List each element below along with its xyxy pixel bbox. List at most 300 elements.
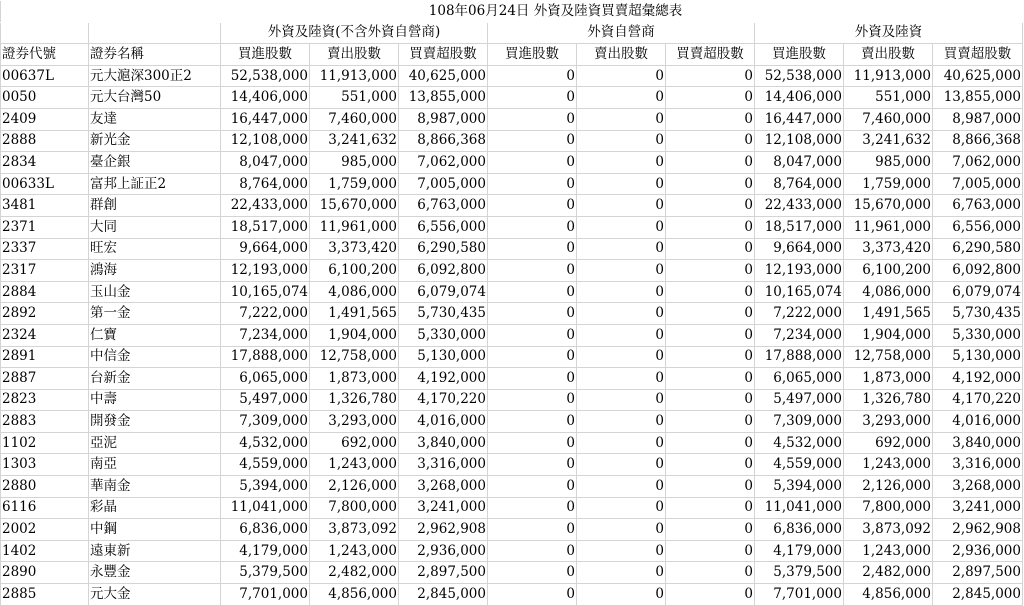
header-buy[interactable]: 買進股數 xyxy=(488,44,577,66)
cell-net[interactable]: 8,987,000 xyxy=(933,108,1023,130)
cell-sell[interactable]: 985,000 xyxy=(310,152,399,174)
cell-net[interactable]: 0 xyxy=(666,303,755,325)
cell-net[interactable]: 0 xyxy=(666,497,755,519)
cell-name[interactable]: 鴻海 xyxy=(89,260,221,282)
cell-sell[interactable]: 692,000 xyxy=(844,432,933,454)
cell-buy[interactable]: 0 xyxy=(488,238,577,260)
cell-name[interactable]: 永豐金 xyxy=(89,562,221,584)
group-header-row xyxy=(1,22,1023,44)
cell-name[interactable]: 亞泥 xyxy=(89,432,221,454)
cell-net[interactable]: 5,330,000 xyxy=(399,324,488,346)
cell-buy[interactable]: 5,379,500 xyxy=(221,562,310,584)
cell-net[interactable]: 40,625,000 xyxy=(399,65,488,87)
cell-net[interactable]: 0 xyxy=(666,476,755,498)
cell-sell[interactable]: 1,243,000 xyxy=(844,454,933,476)
cell-sell[interactable]: 0 xyxy=(577,368,666,390)
cell-buy[interactable]: 18,517,000 xyxy=(221,216,310,238)
cell-net[interactable]: 2,962,908 xyxy=(933,519,1023,541)
cell-sell[interactable]: 0 xyxy=(577,540,666,562)
cell-sell[interactable]: 551,000 xyxy=(310,87,399,109)
cell-code[interactable]: 2324 xyxy=(1,324,89,346)
cell-sell[interactable]: 3,873,092 xyxy=(844,519,933,541)
cell-sell[interactable]: 6,100,200 xyxy=(310,260,399,282)
cell-net[interactable]: 2,897,500 xyxy=(933,562,1023,584)
cell-buy[interactable]: 16,447,000 xyxy=(221,108,310,130)
cell-buy[interactable]: 16,447,000 xyxy=(755,108,844,130)
cell-sell[interactable]: 0 xyxy=(577,130,666,152)
cell-name[interactable]: 中鋼 xyxy=(89,519,221,541)
cell-sell[interactable]: 11,913,000 xyxy=(844,65,933,87)
group-header-foreign-total[interactable]: 外資及陸資 xyxy=(755,22,1023,44)
cell-code[interactable]: 2317 xyxy=(1,260,89,282)
cell-buy[interactable]: 5,497,000 xyxy=(755,389,844,411)
cell-sell[interactable]: 2,126,000 xyxy=(310,476,399,498)
cell-net[interactable]: 13,855,000 xyxy=(933,87,1023,109)
cell-buy[interactable]: 5,497,000 xyxy=(221,389,310,411)
cell-net[interactable]: 3,241,000 xyxy=(399,497,488,519)
cell-net[interactable]: 0 xyxy=(666,152,755,174)
cell-buy[interactable]: 7,234,000 xyxy=(755,324,844,346)
cell-net[interactable]: 2,936,000 xyxy=(399,540,488,562)
cell-buy[interactable]: 9,664,000 xyxy=(755,238,844,260)
cell-net[interactable]: 3,268,000 xyxy=(399,476,488,498)
cell-buy[interactable]: 4,179,000 xyxy=(221,540,310,562)
cell-code[interactable]: 2891 xyxy=(1,346,89,368)
header-name[interactable]: 證券名稱 xyxy=(89,44,221,66)
cell-sell[interactable]: 0 xyxy=(577,260,666,282)
cell-net[interactable]: 7,005,000 xyxy=(933,173,1023,195)
cell-buy[interactable]: 12,193,000 xyxy=(221,260,310,282)
cell-sell[interactable]: 3,241,632 xyxy=(844,130,933,152)
table-row xyxy=(1,195,1023,217)
cell-name[interactable]: 大同 xyxy=(89,216,221,238)
cell-name[interactable]: 臺企銀 xyxy=(89,152,221,174)
cell-buy[interactable]: 11,041,000 xyxy=(755,497,844,519)
cell-name[interactable]: 彩晶 xyxy=(89,497,221,519)
cell-code[interactable]: 1303 xyxy=(1,454,89,476)
cell-sell[interactable]: 3,873,092 xyxy=(310,519,399,541)
cell-sell[interactable]: 0 xyxy=(577,389,666,411)
cell-net[interactable]: 0 xyxy=(666,216,755,238)
cell-buy[interactable]: 12,108,000 xyxy=(755,130,844,152)
cell-net[interactable]: 0 xyxy=(666,454,755,476)
cell-net[interactable]: 4,016,000 xyxy=(399,411,488,433)
cell-sell[interactable]: 0 xyxy=(577,195,666,217)
group-header-foreign-dealer[interactable]: 外資自營商 xyxy=(488,22,755,44)
cell-buy[interactable]: 17,888,000 xyxy=(755,346,844,368)
cell-net[interactable]: 6,079,074 xyxy=(399,281,488,303)
cell-net[interactable]: 7,062,000 xyxy=(399,152,488,174)
cell-name[interactable]: 華南金 xyxy=(89,476,221,498)
cell-code[interactable]: 2823 xyxy=(1,389,89,411)
cell-name[interactable]: 元大滬深300正2 xyxy=(89,65,221,87)
cell-buy[interactable]: 4,179,000 xyxy=(755,540,844,562)
cell-sell[interactable]: 3,293,000 xyxy=(844,411,933,433)
cell-buy[interactable]: 0 xyxy=(488,584,577,606)
cell-code[interactable]: 2880 xyxy=(1,476,89,498)
cell-sell[interactable]: 0 xyxy=(577,152,666,174)
cell-buy[interactable]: 4,532,000 xyxy=(221,432,310,454)
cell-code[interactable]: 2890 xyxy=(1,562,89,584)
cell-net[interactable]: 6,079,074 xyxy=(933,281,1023,303)
cell-name[interactable]: 旺宏 xyxy=(89,238,221,260)
cell-sell[interactable]: 3,373,420 xyxy=(844,238,933,260)
cell-sell[interactable]: 7,800,000 xyxy=(844,497,933,519)
cell-net[interactable]: 13,855,000 xyxy=(399,87,488,109)
cell-net[interactable]: 0 xyxy=(666,411,755,433)
cell-code[interactable]: 2892 xyxy=(1,303,89,325)
cell-code[interactable]: 00633L xyxy=(1,173,89,195)
cell-net[interactable]: 0 xyxy=(666,346,755,368)
cell-net[interactable]: 2,845,000 xyxy=(933,584,1023,606)
cell-name[interactable]: 仁寶 xyxy=(89,324,221,346)
cell-sell[interactable]: 551,000 xyxy=(844,87,933,109)
cell-net[interactable]: 5,130,000 xyxy=(399,346,488,368)
cell-name[interactable]: 友達 xyxy=(89,108,221,130)
cell-net[interactable]: 6,556,000 xyxy=(399,216,488,238)
cell-net[interactable]: 0 xyxy=(666,173,755,195)
header-net[interactable]: 買賣超股數 xyxy=(666,44,755,66)
cell-buy[interactable]: 7,222,000 xyxy=(755,303,844,325)
cell-net[interactable]: 0 xyxy=(666,562,755,584)
cell-sell[interactable]: 0 xyxy=(577,432,666,454)
cell-buy[interactable]: 0 xyxy=(488,195,577,217)
cell-buy[interactable]: 0 xyxy=(488,454,577,476)
cell-buy[interactable]: 22,433,000 xyxy=(221,195,310,217)
cell-sell[interactable]: 0 xyxy=(577,173,666,195)
cell-sell[interactable]: 692,000 xyxy=(310,432,399,454)
cell-net[interactable]: 5,730,435 xyxy=(933,303,1023,325)
header-sell[interactable]: 賣出股數 xyxy=(844,44,933,66)
cell-sell[interactable]: 7,800,000 xyxy=(310,497,399,519)
table-row xyxy=(1,303,1023,325)
table-row xyxy=(1,238,1023,260)
cell-sell[interactable]: 1,873,000 xyxy=(310,368,399,390)
cell-buy[interactable]: 5,394,000 xyxy=(221,476,310,498)
cell-buy[interactable]: 6,836,000 xyxy=(221,519,310,541)
cell-name[interactable]: 元大金 xyxy=(89,584,221,606)
cell-sell[interactable]: 1,759,000 xyxy=(844,173,933,195)
cell-sell[interactable]: 0 xyxy=(577,238,666,260)
cell-buy[interactable]: 17,888,000 xyxy=(221,346,310,368)
cell-sell[interactable]: 7,460,000 xyxy=(844,108,933,130)
cell-buy[interactable]: 5,379,500 xyxy=(755,562,844,584)
cell-sell[interactable]: 1,326,780 xyxy=(844,389,933,411)
cell-net[interactable]: 3,241,000 xyxy=(933,497,1023,519)
cell-sell[interactable]: 2,482,000 xyxy=(310,562,399,584)
cell-buy[interactable]: 14,406,000 xyxy=(221,87,310,109)
cell-net[interactable]: 0 xyxy=(666,260,755,282)
cell-name[interactable]: 南亞 xyxy=(89,454,221,476)
cell-name[interactable]: 玉山金 xyxy=(89,281,221,303)
cell-buy[interactable]: 0 xyxy=(488,562,577,584)
cell-buy[interactable]: 12,108,000 xyxy=(221,130,310,152)
cell-code[interactable]: 2337 xyxy=(1,238,89,260)
cell-buy[interactable]: 0 xyxy=(488,108,577,130)
cell-buy[interactable]: 0 xyxy=(488,519,577,541)
cell-sell[interactable]: 1,491,565 xyxy=(310,303,399,325)
cell-name[interactable]: 元大台灣50 xyxy=(89,87,221,109)
cell-buy[interactable]: 0 xyxy=(488,346,577,368)
cell-code[interactable]: 2371 xyxy=(1,216,89,238)
cell-net[interactable]: 0 xyxy=(666,65,755,87)
cell-net[interactable]: 4,192,000 xyxy=(399,368,488,390)
cell-sell[interactable]: 0 xyxy=(577,65,666,87)
cell-sell[interactable]: 15,670,000 xyxy=(310,195,399,217)
cell-net[interactable]: 0 xyxy=(666,584,755,606)
cell-sell[interactable]: 0 xyxy=(577,584,666,606)
group-header-blank[interactable] xyxy=(1,22,89,44)
cell-net[interactable]: 7,062,000 xyxy=(933,152,1023,174)
cell-code[interactable]: 6116 xyxy=(1,497,89,519)
cell-net[interactable]: 2,962,908 xyxy=(399,519,488,541)
cell-buy[interactable]: 0 xyxy=(488,281,577,303)
cell-sell[interactable]: 4,856,000 xyxy=(844,584,933,606)
cell-net[interactable]: 8,866,368 xyxy=(933,130,1023,152)
cell-net[interactable]: 3,316,000 xyxy=(933,454,1023,476)
cell-buy[interactable]: 0 xyxy=(488,368,577,390)
cell-code[interactable]: 00637L xyxy=(1,65,89,87)
cell-net[interactable]: 4,170,220 xyxy=(933,389,1023,411)
cell-code[interactable]: 0050 xyxy=(1,87,89,109)
cell-code[interactable]: 2887 xyxy=(1,368,89,390)
cell-buy[interactable]: 0 xyxy=(488,173,577,195)
header-net[interactable]: 買賣超股數 xyxy=(933,44,1023,66)
group-header-blank[interactable] xyxy=(89,22,221,44)
cell-buy[interactable]: 0 xyxy=(488,389,577,411)
table-row xyxy=(1,108,1023,130)
cell-buy[interactable]: 0 xyxy=(488,497,577,519)
cell-sell[interactable]: 4,856,000 xyxy=(310,584,399,606)
cell-buy[interactable]: 11,041,000 xyxy=(221,497,310,519)
cell-net[interactable]: 8,987,000 xyxy=(399,108,488,130)
cell-buy[interactable]: 8,047,000 xyxy=(221,152,310,174)
cell-code[interactable]: 2409 xyxy=(1,108,89,130)
cell-sell[interactable]: 3,293,000 xyxy=(310,411,399,433)
cell-sell[interactable]: 2,126,000 xyxy=(844,476,933,498)
cell-name[interactable]: 新光金 xyxy=(89,130,221,152)
cell-net[interactable]: 6,092,800 xyxy=(933,260,1023,282)
cell-buy[interactable]: 0 xyxy=(488,476,577,498)
cell-sell[interactable]: 1,243,000 xyxy=(310,454,399,476)
cell-net[interactable]: 6,763,000 xyxy=(933,195,1023,217)
cell-buy[interactable]: 0 xyxy=(488,260,577,282)
cell-buy[interactable]: 0 xyxy=(488,216,577,238)
cell-name[interactable]: 群創 xyxy=(89,195,221,217)
title-spacer[interactable] xyxy=(1,1,89,23)
cell-code[interactable]: 1402 xyxy=(1,540,89,562)
cell-name[interactable]: 中信金 xyxy=(89,346,221,368)
cell-code[interactable]: 2883 xyxy=(1,411,89,433)
cell-sell[interactable]: 0 xyxy=(577,497,666,519)
cell-buy[interactable]: 7,309,000 xyxy=(755,411,844,433)
cell-sell[interactable]: 3,373,420 xyxy=(310,238,399,260)
cell-buy[interactable]: 6,065,000 xyxy=(221,368,310,390)
cell-sell[interactable]: 0 xyxy=(577,303,666,325)
cell-net[interactable]: 3,268,000 xyxy=(933,476,1023,498)
cell-name[interactable]: 富邦上証正2 xyxy=(89,173,221,195)
cell-buy[interactable]: 52,538,000 xyxy=(221,65,310,87)
cell-net[interactable]: 0 xyxy=(666,432,755,454)
cell-code[interactable]: 2002 xyxy=(1,519,89,541)
cell-net[interactable]: 0 xyxy=(666,324,755,346)
cell-net[interactable]: 0 xyxy=(666,238,755,260)
cell-net[interactable]: 0 xyxy=(666,519,755,541)
cell-sell[interactable]: 11,913,000 xyxy=(310,65,399,87)
cell-sell[interactable]: 11,961,000 xyxy=(310,216,399,238)
cell-buy[interactable]: 12,193,000 xyxy=(755,260,844,282)
cell-name[interactable]: 台新金 xyxy=(89,368,221,390)
cell-net[interactable]: 8,866,368 xyxy=(399,130,488,152)
cell-code[interactable]: 2888 xyxy=(1,130,89,152)
cell-buy[interactable]: 0 xyxy=(488,65,577,87)
cell-buy[interactable]: 52,538,000 xyxy=(755,65,844,87)
cell-net[interactable]: 5,730,435 xyxy=(399,303,488,325)
cell-sell[interactable]: 3,241,632 xyxy=(310,130,399,152)
cell-buy[interactable]: 8,764,000 xyxy=(221,173,310,195)
cell-net[interactable]: 0 xyxy=(666,130,755,152)
group-header-foreign-excl-dealer[interactable]: 外資及陸資(不含外資自營商) xyxy=(221,22,488,44)
cell-net[interactable]: 6,092,800 xyxy=(399,260,488,282)
cell-code[interactable]: 1102 xyxy=(1,432,89,454)
cell-sell[interactable]: 1,491,565 xyxy=(844,303,933,325)
cell-net[interactable]: 5,330,000 xyxy=(933,324,1023,346)
cell-buy[interactable]: 7,309,000 xyxy=(221,411,310,433)
cell-net[interactable]: 6,290,580 xyxy=(399,238,488,260)
cell-sell[interactable]: 0 xyxy=(577,324,666,346)
cell-name[interactable]: 中壽 xyxy=(89,389,221,411)
cell-buy[interactable]: 4,532,000 xyxy=(755,432,844,454)
cell-sell[interactable]: 0 xyxy=(577,519,666,541)
cell-sell[interactable]: 1,243,000 xyxy=(844,540,933,562)
cell-sell[interactable]: 6,100,200 xyxy=(844,260,933,282)
cell-sell[interactable]: 0 xyxy=(577,108,666,130)
cell-sell[interactable]: 12,758,000 xyxy=(310,346,399,368)
cell-buy[interactable]: 0 xyxy=(488,152,577,174)
cell-sell[interactable]: 1,759,000 xyxy=(310,173,399,195)
header-sell[interactable]: 賣出股數 xyxy=(577,44,666,66)
cell-sell[interactable]: 0 xyxy=(577,346,666,368)
cell-sell[interactable]: 7,460,000 xyxy=(310,108,399,130)
cell-code[interactable]: 2885 xyxy=(1,584,89,606)
cell-sell[interactable]: 15,670,000 xyxy=(844,195,933,217)
cell-net[interactable]: 6,556,000 xyxy=(933,216,1023,238)
cell-buy[interactable]: 7,234,000 xyxy=(221,324,310,346)
cell-buy[interactable]: 9,664,000 xyxy=(221,238,310,260)
cell-sell[interactable]: 0 xyxy=(577,87,666,109)
cell-sell[interactable]: 0 xyxy=(577,216,666,238)
cell-buy[interactable]: 7,701,000 xyxy=(221,584,310,606)
cell-net[interactable]: 3,316,000 xyxy=(399,454,488,476)
cell-name[interactable]: 第一金 xyxy=(89,303,221,325)
cell-net[interactable]: 0 xyxy=(666,87,755,109)
cell-net[interactable]: 0 xyxy=(666,108,755,130)
cell-sell[interactable]: 0 xyxy=(577,454,666,476)
cell-net[interactable]: 3,840,000 xyxy=(399,432,488,454)
cell-net[interactable]: 3,840,000 xyxy=(933,432,1023,454)
cell-buy[interactable]: 0 xyxy=(488,411,577,433)
cell-code[interactable]: 3481 xyxy=(1,195,89,217)
cell-buy[interactable]: 4,559,000 xyxy=(221,454,310,476)
cell-net[interactable]: 5,130,000 xyxy=(933,346,1023,368)
cell-sell[interactable]: 985,000 xyxy=(844,152,933,174)
cell-buy[interactable]: 0 xyxy=(488,540,577,562)
cell-name[interactable]: 遠東新 xyxy=(89,540,221,562)
cell-sell[interactable]: 0 xyxy=(577,562,666,584)
cell-net[interactable]: 40,625,000 xyxy=(933,65,1023,87)
table-row xyxy=(1,87,1023,109)
cell-net[interactable]: 4,016,000 xyxy=(933,411,1023,433)
cell-buy[interactable]: 0 xyxy=(488,432,577,454)
cell-buy[interactable]: 4,559,000 xyxy=(755,454,844,476)
cell-buy[interactable]: 0 xyxy=(488,87,577,109)
header-buy[interactable]: 買進股數 xyxy=(755,44,844,66)
cell-sell[interactable]: 1,873,000 xyxy=(844,368,933,390)
cell-buy[interactable]: 18,517,000 xyxy=(755,216,844,238)
cell-code[interactable]: 2884 xyxy=(1,281,89,303)
cell-sell[interactable]: 11,961,000 xyxy=(844,216,933,238)
cell-net[interactable]: 2,845,000 xyxy=(399,584,488,606)
cell-code[interactable]: 2834 xyxy=(1,152,89,174)
cell-buy[interactable]: 22,433,000 xyxy=(755,195,844,217)
cell-net[interactable]: 2,897,500 xyxy=(399,562,488,584)
cell-buy[interactable]: 7,222,000 xyxy=(221,303,310,325)
cell-net[interactable]: 0 xyxy=(666,368,755,390)
sheet-title[interactable]: 108年06月24日 外資及陸資買賣超彙總表 xyxy=(89,1,1023,23)
cell-buy[interactable]: 7,701,000 xyxy=(755,584,844,606)
cell-net[interactable]: 4,192,000 xyxy=(933,368,1023,390)
cell-buy[interactable]: 10,165,074 xyxy=(221,281,310,303)
header-code[interactable]: 證券代號 xyxy=(1,44,89,66)
cell-sell[interactable]: 1,904,000 xyxy=(310,324,399,346)
cell-net[interactable]: 2,936,000 xyxy=(933,540,1023,562)
header-sell[interactable]: 賣出股數 xyxy=(310,44,399,66)
cell-sell[interactable]: 1,326,780 xyxy=(310,389,399,411)
cell-net[interactable]: 0 xyxy=(666,389,755,411)
cell-sell[interactable]: 0 xyxy=(577,476,666,498)
cell-buy[interactable]: 0 xyxy=(488,130,577,152)
cell-sell[interactable]: 4,086,000 xyxy=(844,281,933,303)
cell-net[interactable]: 0 xyxy=(666,195,755,217)
cell-sell[interactable]: 0 xyxy=(577,281,666,303)
header-buy[interactable]: 買進股數 xyxy=(221,44,310,66)
cell-net[interactable]: 6,763,000 xyxy=(399,195,488,217)
table-row xyxy=(1,584,1023,606)
cell-buy[interactable]: 0 xyxy=(488,303,577,325)
cell-net[interactable]: 6,290,580 xyxy=(933,238,1023,260)
cell-sell[interactable]: 1,904,000 xyxy=(844,324,933,346)
cell-net[interactable]: 7,005,000 xyxy=(399,173,488,195)
cell-sell[interactable]: 1,243,000 xyxy=(310,540,399,562)
cell-buy[interactable]: 0 xyxy=(488,324,577,346)
cell-sell[interactable]: 12,758,000 xyxy=(844,346,933,368)
header-net[interactable]: 買賣超股數 xyxy=(399,44,488,66)
cell-buy[interactable]: 6,836,000 xyxy=(755,519,844,541)
cell-buy[interactable]: 8,047,000 xyxy=(755,152,844,174)
cell-buy[interactable]: 10,165,074 xyxy=(755,281,844,303)
cell-sell[interactable]: 2,482,000 xyxy=(844,562,933,584)
cell-buy[interactable]: 14,406,000 xyxy=(755,87,844,109)
cell-buy[interactable]: 6,065,000 xyxy=(755,368,844,390)
cell-net[interactable]: 0 xyxy=(666,281,755,303)
cell-buy[interactable]: 5,394,000 xyxy=(755,476,844,498)
cell-sell[interactable]: 0 xyxy=(577,411,666,433)
cell-net[interactable]: 4,170,220 xyxy=(399,389,488,411)
cell-net[interactable]: 0 xyxy=(666,540,755,562)
cell-sell[interactable]: 4,086,000 xyxy=(310,281,399,303)
cell-name[interactable]: 開發金 xyxy=(89,411,221,433)
cell-buy[interactable]: 8,764,000 xyxy=(755,173,844,195)
